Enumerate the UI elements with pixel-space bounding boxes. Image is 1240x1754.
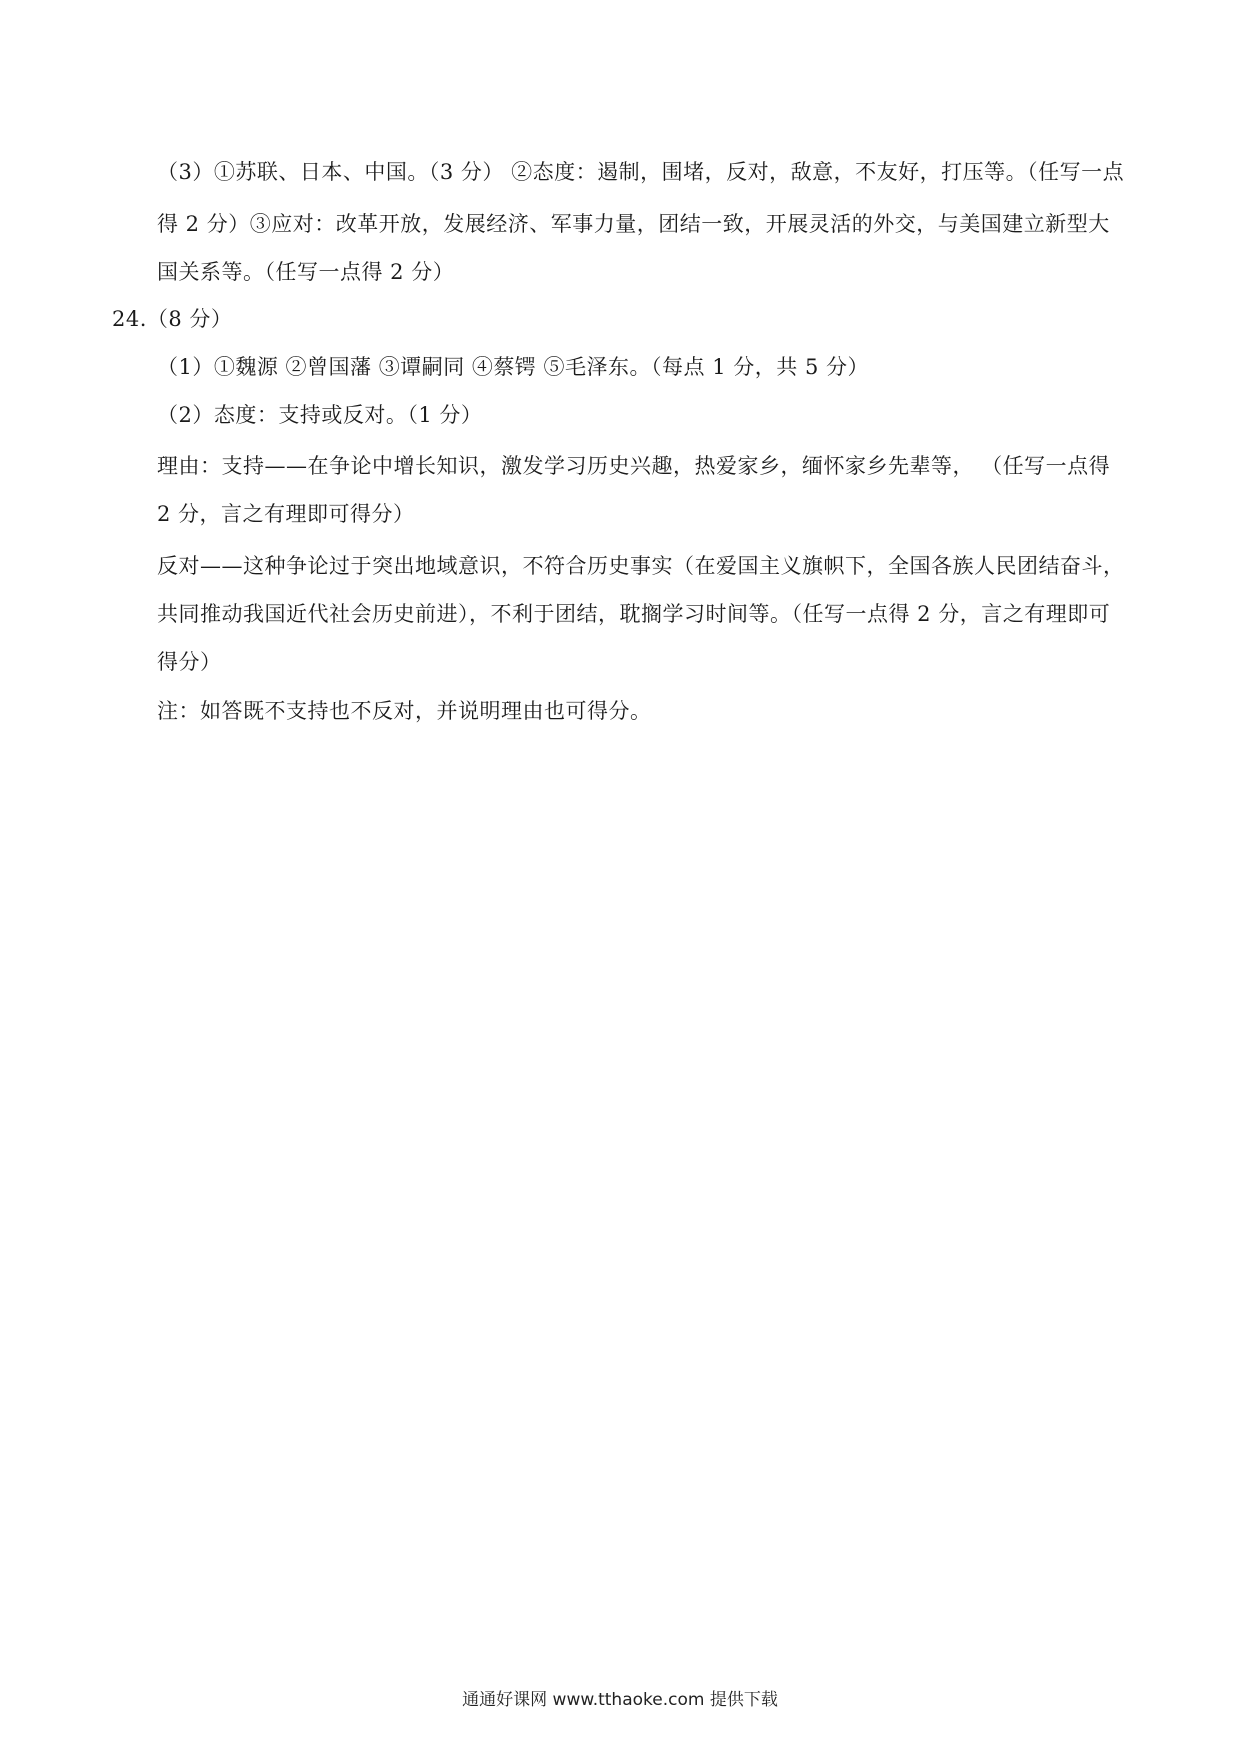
q24-reason-support-line2: 2 分，言之有理即可得分）: [157, 502, 415, 526]
footer-credit: 通通好课网 www.tthaoke.com 提供下载: [462, 1690, 778, 1710]
q24-reason-oppose-line2: 共同推动我国近代社会历史前进），不利于团结，耽搁学习时间等。（任写一点得 2 分，言之有理即可: [157, 602, 1111, 626]
q24-reason-oppose-line3: 得分）: [157, 650, 222, 674]
q23-part3-line2: 得 2 分）③应对：改革开放，发展经济、军事力量，团结一致，开展灵活的外交，与美国建立新型大: [157, 212, 1110, 236]
q24-part1: （1）①魏源 ②曾国藩 ③谭嗣同 ④蔡锷 ⑤毛泽东。（每点 1 分，共 5 分）: [157, 355, 869, 379]
q23-part3-line1: （3）①苏联、日本、中国。（3 分） ②态度：遏制，围堵，反对，敌意，不友好，打压等。（任写一点: [157, 160, 1125, 184]
q24-part2: （2）态度：支持或反对。（1 分）: [157, 403, 483, 427]
q24-reason-support-line1: 理由：支持——在争论中增长知识，激发学习历史兴趣，热爱家乡，缅怀家乡先辈等， （任写一点得: [157, 454, 1111, 478]
q23-part3-line3: 国关系等。（任写一点得 2 分）: [157, 260, 455, 284]
q24-note: 注：如答既不支持也不反对，并说明理由也可得分。: [157, 699, 652, 723]
q24-heading: 24.（8 分）: [112, 307, 233, 331]
q24-reason-oppose-line1: 反对——这种争论过于突出地域意识，不符合历史事实（在爱国主义旗帜下，全国各族人民团结奋斗，: [157, 554, 1125, 578]
